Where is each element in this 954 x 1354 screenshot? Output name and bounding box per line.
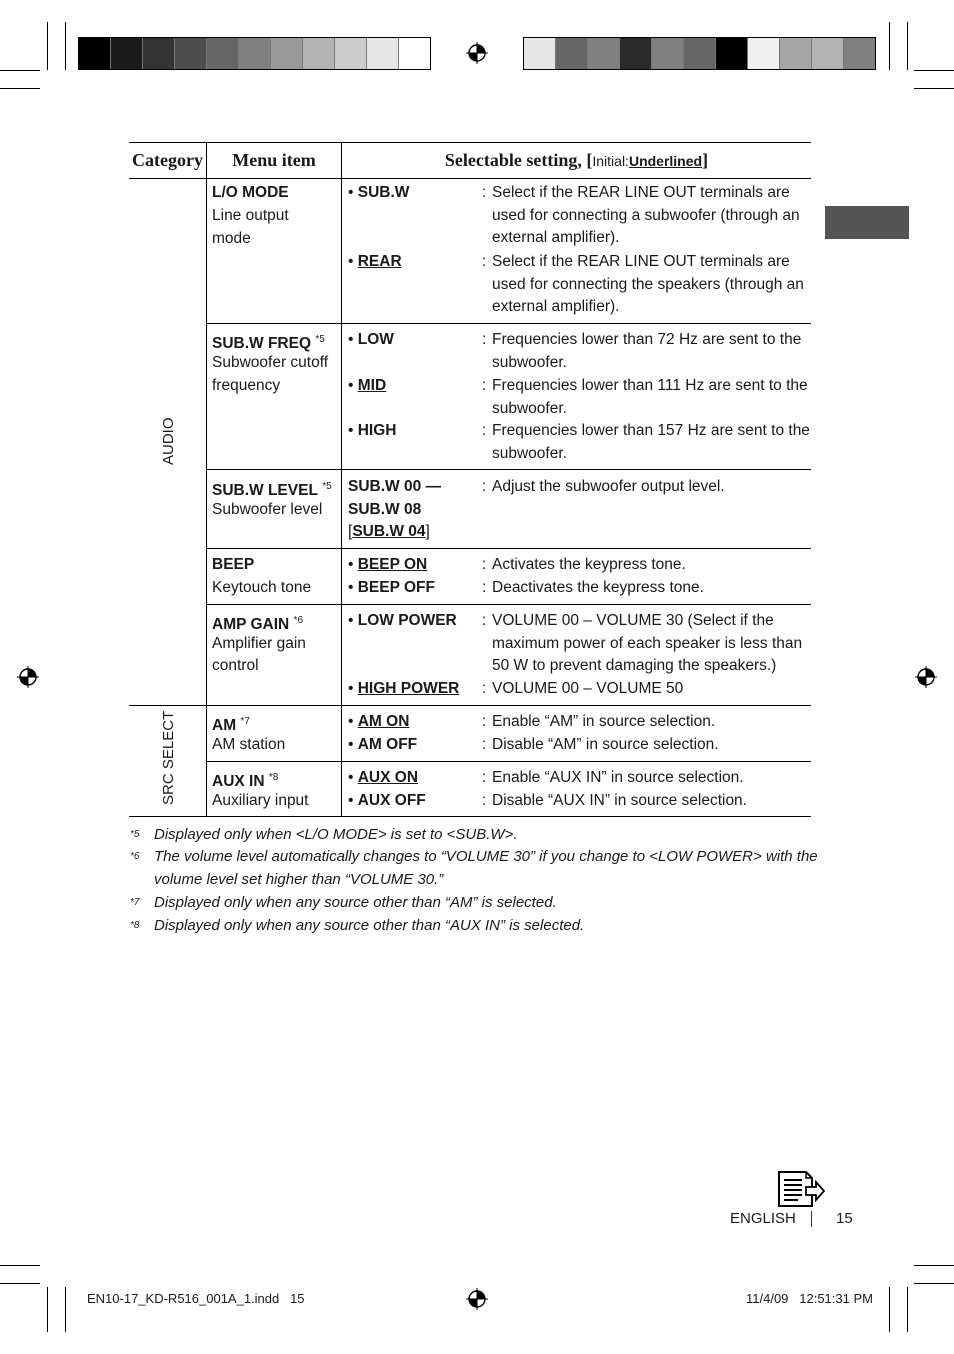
colon: : xyxy=(482,422,487,439)
option: • AM ON xyxy=(348,713,410,730)
divider xyxy=(206,761,811,762)
colon: : xyxy=(482,253,487,270)
color-swatch xyxy=(812,38,844,69)
option-description: Enable “AUX IN” in source selection. xyxy=(492,769,744,786)
registration-mark-icon xyxy=(466,42,488,64)
crop-mark xyxy=(0,88,40,89)
color-swatch xyxy=(271,38,303,69)
menu-item-desc: frequency xyxy=(212,377,281,394)
page-language: ENGLISH xyxy=(730,1210,796,1227)
color-swatch xyxy=(620,38,652,69)
option-description: Select if the REAR LINE OUT terminals are used for connecting a subwoofer (through an external amplifier). xyxy=(492,184,800,247)
color-swatch xyxy=(143,38,175,69)
option-description: Frequencies lower than 157 Hz are sent to the subwoofer. xyxy=(492,422,810,462)
menu-item-desc: Amplifier gain xyxy=(212,635,306,652)
colon: : xyxy=(482,713,487,730)
divider xyxy=(129,816,811,817)
header-menu-item: Menu item xyxy=(232,150,316,170)
option-description: VOLUME 00 – VOLUME 30 (Select if the maximum power of each speaker is less than 50 W to prevent damaging the speakers.) xyxy=(492,612,803,675)
color-swatch xyxy=(399,38,430,69)
option: • AUX OFF xyxy=(348,792,426,809)
crop-mark xyxy=(907,1287,908,1332)
option: • LOW xyxy=(348,331,394,348)
color-swatch xyxy=(111,38,143,69)
divider xyxy=(206,142,207,177)
option: • MID xyxy=(348,377,387,394)
registration-mark-icon xyxy=(466,1288,488,1310)
color-swatch xyxy=(524,38,556,69)
crop-mark xyxy=(914,1283,954,1284)
print-date: 11/4/09 12:51:31 PM xyxy=(746,1291,873,1306)
option: SUB.W 00 — xyxy=(348,478,442,495)
menu-item-desc: mode xyxy=(212,230,251,247)
divider xyxy=(811,1211,812,1227)
crop-mark xyxy=(914,70,954,71)
colon: : xyxy=(482,184,487,201)
option-description: Enable “AM” in source selection. xyxy=(492,713,716,730)
divider xyxy=(341,142,342,177)
color-swatch xyxy=(303,38,335,69)
crop-mark xyxy=(65,1287,66,1332)
menu-item-desc: AM station xyxy=(212,736,286,753)
footnote: $^{*6}$ The volume level automatically changes to “VOLUME 30” if you change to <LOW POWER> with the xyxy=(130,848,818,865)
option: • SUB.W xyxy=(348,184,410,201)
menu-item-desc: control xyxy=(212,657,259,674)
option: • REAR xyxy=(348,253,402,270)
divider xyxy=(206,323,811,324)
divider xyxy=(206,469,811,470)
color-swatch xyxy=(588,38,620,69)
color-swatch xyxy=(79,38,111,69)
colon: : xyxy=(482,769,487,786)
header-selectable-setting: Selectable setting, [ Initial: Underlined ] xyxy=(444,150,709,170)
color-swatch xyxy=(716,38,748,69)
menu-item-name: SUB.W LEVEL $^{*5}$ xyxy=(212,481,332,500)
color-calibration-bar-left xyxy=(78,37,431,70)
option-description: Frequencies lower than 72 Hz are sent to the subwoofer. xyxy=(492,331,802,371)
next-page-icon xyxy=(776,1170,826,1208)
color-swatch xyxy=(684,38,716,69)
colon: : xyxy=(482,680,487,697)
colon: : xyxy=(482,612,487,629)
menu-item-name: BEEP xyxy=(212,556,255,573)
crop-mark xyxy=(47,22,48,70)
crop-mark xyxy=(65,22,66,70)
colon: : xyxy=(482,478,487,495)
menu-item-name: AMP GAIN $^{*6}$ xyxy=(212,615,303,634)
crop-mark xyxy=(0,1283,40,1284)
color-swatch xyxy=(175,38,207,69)
menu-item-desc: Line output xyxy=(212,207,289,224)
crop-mark xyxy=(889,22,890,70)
footnote: $^{*7}$ Displayed only when any source other than “AM” is selected. xyxy=(130,894,557,911)
option: • HIGH POWER xyxy=(348,680,460,697)
menu-item-name: SUB.W FREQ $^{*5}$ xyxy=(212,334,325,353)
menu-item-name: AM $^{*7}$ xyxy=(212,716,250,735)
category-src-select: SRC SELECT xyxy=(160,710,177,805)
crop-mark xyxy=(889,1287,890,1332)
divider xyxy=(206,604,811,605)
registration-mark-icon xyxy=(915,666,937,688)
category-audio: AUDIO xyxy=(160,417,177,465)
color-swatch xyxy=(556,38,588,69)
menu-item-desc: Subwoofer level xyxy=(212,501,323,518)
option: • BEEP ON xyxy=(348,556,428,573)
menu-item-desc: Keytouch tone xyxy=(212,579,312,596)
option-description: Activates the keypress tone. xyxy=(492,556,686,573)
color-swatch xyxy=(367,38,399,69)
divider xyxy=(129,705,811,706)
menu-item-desc: Subwoofer cutoff xyxy=(212,354,329,371)
color-swatch xyxy=(335,38,367,69)
crop-mark xyxy=(0,70,40,71)
option-description: Select if the REAR LINE OUT terminals are used for connecting the speakers (through an external amplifier). xyxy=(492,253,804,316)
option-description: Disable “AM” in source selection. xyxy=(492,736,719,753)
menu-item-name: AUX IN $^{*8}$ xyxy=(212,772,279,791)
registration-mark-icon xyxy=(17,666,39,688)
footnote: $^{*5}$ Displayed only when <L/O MODE> is set to <SUB.W>. xyxy=(130,826,518,843)
crop-mark xyxy=(0,1265,40,1266)
colon: : xyxy=(482,736,487,753)
color-calibration-bar-right xyxy=(523,37,876,70)
option: • BEEP OFF xyxy=(348,579,435,596)
option: • AUX ON xyxy=(348,769,419,786)
option: SUB.W 08 xyxy=(348,501,422,518)
table-header xyxy=(129,142,811,179)
section-tab-marker xyxy=(825,206,909,239)
color-swatch xyxy=(748,38,780,69)
option-description: Deactivates the keypress tone. xyxy=(492,579,704,596)
colon: : xyxy=(482,792,487,809)
colon: : xyxy=(482,331,487,348)
colon: : xyxy=(482,556,487,573)
option-description: Disable “AUX IN” in source selection. xyxy=(492,792,747,809)
divider xyxy=(341,177,342,816)
option-initial: [SUB.W 04] xyxy=(348,523,430,540)
crop-mark xyxy=(914,1265,954,1266)
option-description: Frequencies lower than 111 Hz are sent to the subwoofer. xyxy=(492,377,808,417)
colon: : xyxy=(482,579,487,596)
crop-mark xyxy=(47,1287,48,1332)
color-swatch xyxy=(652,38,684,69)
footnote: $^{*8}$ Displayed only when any source other than “AUX IN” is selected. xyxy=(130,917,585,934)
colon: : xyxy=(482,377,487,394)
header-category: Category xyxy=(132,150,203,170)
divider xyxy=(206,548,811,549)
menu-item-desc: Auxiliary input xyxy=(212,792,309,809)
color-swatch xyxy=(239,38,271,69)
option: • AM OFF xyxy=(348,736,418,753)
color-swatch xyxy=(844,38,875,69)
crop-mark xyxy=(907,22,908,70)
option: • HIGH xyxy=(348,422,397,439)
option-description: Adjust the subwoofer output level. xyxy=(492,478,725,495)
divider xyxy=(206,177,207,816)
crop-mark xyxy=(914,88,954,89)
option-description: VOLUME 00 – VOLUME 50 xyxy=(492,680,684,697)
color-swatch xyxy=(780,38,812,69)
print-file-name: EN10-17_KD-R516_001A_1.indd 15 xyxy=(87,1291,305,1306)
option: • LOW POWER xyxy=(348,612,457,629)
page-number: 15 xyxy=(836,1210,853,1227)
color-swatch xyxy=(207,38,239,69)
menu-item-name: L/O MODE xyxy=(212,184,289,201)
